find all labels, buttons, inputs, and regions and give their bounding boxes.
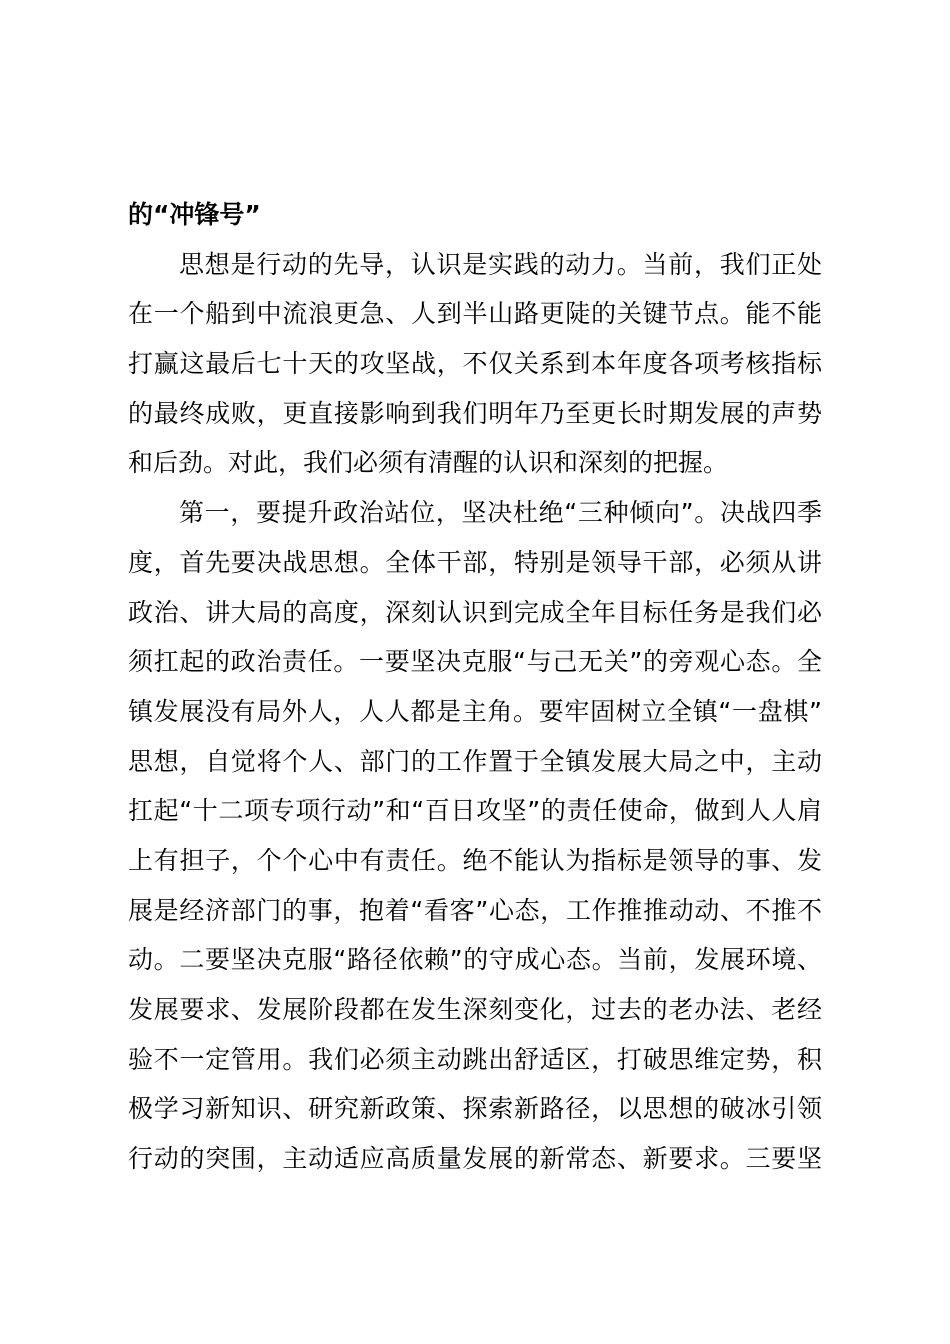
- text-line: 验不一定管用。我们必须主动跳出舒适区，打破思维定势，积: [128, 1044, 822, 1074]
- paragraph-1: [128, 240, 822, 488]
- text-line: 打赢这最后七十天的攻坚战，不仅关系到本年度各项考核指标: [128, 349, 822, 379]
- text-line: 发展要求、发展阶段都在发生深刻变化，过去的老办法、老经: [128, 995, 822, 1024]
- text-line: 度，首先要决战思想。全体干部，特别是领导干部，必须从讲: [128, 547, 822, 577]
- text-line: 思想，自觉将个人、部门的工作置于全镇发展大局之中，主动: [128, 746, 822, 776]
- text-line: 思想是行动的先导，认识是实践的动力。当前，我们正处: [179, 249, 822, 279]
- text-line: 扛起“十二项专项行动”和“百日攻坚”的责任使命，做到人人肩: [128, 796, 822, 826]
- paragraph-2: [128, 488, 822, 1184]
- text-line: 行动的突围，主动适应高质量发展的新常态、新要求。三要坚: [128, 1144, 822, 1174]
- text-line: 的最终成败，更直接影响到我们明年乃至更长时期发展的声势: [128, 398, 822, 428]
- text-line: 极学习新知识、研究新政策、探索新路径，以思想的破冰引领: [128, 1094, 822, 1124]
- text-line: 和后劲。对此，我们必须有清醒的认识和深刻的把握。: [128, 448, 729, 478]
- section-heading: 的“冲锋号”: [128, 200, 261, 229]
- text-line: 动。二要坚决克服“路径依赖”的守成心态。当前，发展环境、: [128, 945, 822, 975]
- text-line: 展是经济部门的事，抱着“看客”心态，工作推推动动、不推不: [128, 895, 822, 925]
- document-page: [128, 190, 822, 1184]
- text-line: 第一，要提升政治站位，坚决杜绝“三种倾向”。决战四季: [179, 498, 822, 528]
- text-line: 镇发展没有局外人，人人都是主角。要牢固树立全镇“一盘棋”: [128, 696, 822, 726]
- text-line: 在一个船到中流浪更急、人到半山路更陡的关键节点。能不能: [128, 299, 822, 329]
- text-line: 上有担子，个个心中有责任。绝不能认为指标是领导的事、发: [128, 845, 822, 875]
- text-line: 须扛起的政治责任。一要坚决克服“与己无关”的旁观心态。全: [128, 647, 822, 677]
- text-line: 政治、讲大局的高度，深刻认识到完成全年目标任务是我们必: [128, 597, 822, 627]
